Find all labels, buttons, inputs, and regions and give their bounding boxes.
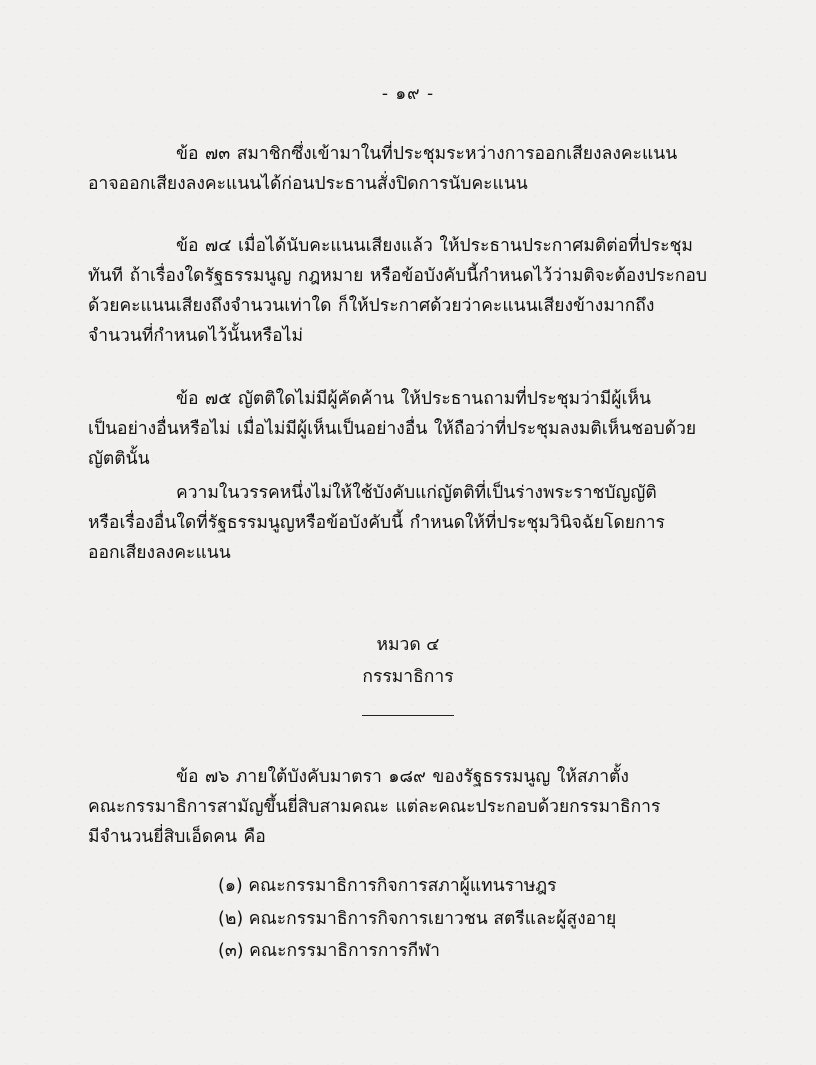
- paragraph-clause-75: [88, 384, 728, 474]
- paragraph-line: อาจออกเสียงลงคะแนนได้ก่อนประธานสั่งปิดการนับคะแนน: [88, 174, 528, 195]
- paragraph-line: ความในวรรคหนึ่งไม่ให้ใช้บังคับแก่ญัตติที่เป็นร่างพระราชบัญญัติ: [176, 482, 657, 503]
- paragraph-line: คณะกรรมาธิการสามัญขึ้นยี่สิบสามคณะ แต่ละคณะประกอบด้วยกรรมาธิการ: [88, 797, 661, 818]
- section-subheading: กรรมาธิการ: [362, 666, 454, 687]
- paragraph-line: ข้อ ๗๖ ภายใต้บังคับมาตรา ๑๘๙ ของรัฐธรรมนูญ ให้สภาตั้ง: [176, 767, 629, 788]
- paragraph-clause-74: [88, 231, 728, 351]
- committee-list: [88, 870, 728, 967]
- list-item: (๓) คณะกรรมาธิการการกีฬา: [218, 941, 440, 962]
- section-heading: หมวด ๔: [376, 635, 440, 656]
- paragraph-line: จำนวนที่กำหนดไว้นั้นหรือไม่: [88, 326, 303, 347]
- paragraph-clause-76: [88, 762, 728, 852]
- paragraph-line: หรือเรื่องอื่นใดที่รัฐธรรมนูญหรือข้อบังคับนี้ กำหนดให้ที่ประชุมวินิจฉัยโดยการ: [88, 512, 665, 533]
- section-heading-block: [88, 630, 728, 716]
- paragraph-line: ญัตตินั้น: [88, 448, 150, 469]
- document-body: [88, 139, 728, 968]
- paragraph-clause-73: [88, 139, 728, 199]
- horizontal-rule: [362, 715, 454, 716]
- list-item: (๒) คณะกรรมาธิการกิจการเยาวชน สตรีและผู้สูงอายุ: [218, 908, 617, 929]
- paragraph-line: เป็นอย่างอื่นหรือไม่ เมื่อไม่มีผู้เห็นเป็นอย่างอื่น ให้ถือว่าที่ประชุมลงมติเห็นชอบด้วย: [88, 418, 697, 439]
- page-number: - ๑๙ -: [381, 84, 435, 104]
- paragraph-clause-75-second: [88, 478, 728, 568]
- paragraph-line: ทันที ถ้าเรื่องใดรัฐธรรมนูญ กฎหมาย หรือข้อบังคับนี้กำหนดไว้ว่ามติจะต้องประกอบ: [88, 266, 707, 287]
- list-item: (๑) คณะกรรมาธิการกิจการสภาผู้แทนราษฎร: [218, 876, 557, 897]
- paragraph-line: ข้อ ๗๕ ญัตติใดไม่มีผู้คัดค้าน ให้ประธานถามที่ประชุมว่ามีผู้เห็น: [176, 388, 652, 409]
- paragraph-line: ข้อ ๗๔ เมื่อได้นับคะแนนเสียงแล้ว ให้ประธานประกาศมติต่อที่ประชุม: [176, 236, 693, 257]
- paragraph-line: ด้วยคะแนนเสียงถึงจำนวนเท่าใด ก็ให้ประกาศด้วยว่าคะแนนเสียงข้างมากถึง: [88, 296, 655, 317]
- paragraph-line: มีจำนวนยี่สิบเอ็ดคน คือ: [88, 827, 266, 848]
- paragraph-line: ข้อ ๗๓ สมาชิกซึ่งเข้ามาในที่ประชุมระหว่างการออกเสียงลงคะแนน: [176, 144, 678, 164]
- paragraph-line: ออกเสียงลงคะแนน: [88, 543, 231, 564]
